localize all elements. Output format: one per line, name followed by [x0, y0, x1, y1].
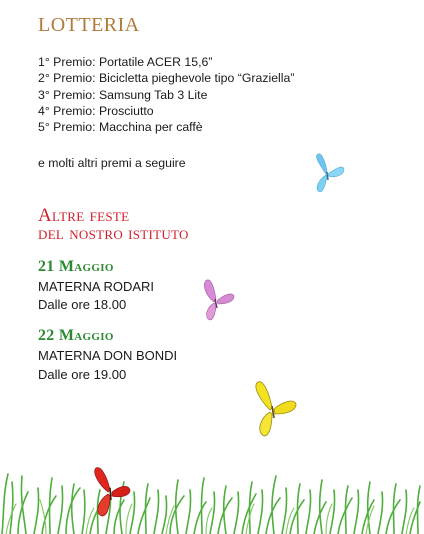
event-date: 22 Maggio — [38, 327, 114, 344]
butterfly-icon — [308, 152, 348, 194]
section-title — [38, 207, 189, 243]
event-school: MATERNA DON BONDI — [38, 348, 178, 363]
section-title-line: del nostro istituto — [38, 223, 189, 244]
event-time: Dalle ore 18.00 — [38, 297, 127, 312]
event-time: Dalle ore 19.00 — [38, 367, 127, 382]
section-title-line: Altre feste — [38, 205, 130, 226]
prize-item: 2° Premio: Bicicletta pieghevole tipo “Graziella” — [38, 71, 295, 86]
butterfly-icon — [88, 466, 132, 518]
grass-icon — [0, 404, 424, 534]
prize-item: 5° Premio: Macchina per caffè — [38, 120, 203, 135]
butterfly-icon — [198, 278, 238, 322]
prize-list — [38, 54, 294, 135]
prize-item: 3° Premio: Samsung Tab 3 Lite — [38, 87, 208, 102]
event-date: 21 Maggio — [38, 258, 114, 275]
more-prizes-text: e molti altri premi a seguire — [38, 156, 186, 170]
lotteria-title: LOTTERIA — [38, 14, 140, 36]
prize-item: 1° Premio: Portatile ACER 15,6” — [38, 55, 213, 69]
prize-item: 4° Premio: Prosciutto — [38, 103, 154, 118]
event-school: MATERNA RODARI — [38, 279, 155, 294]
